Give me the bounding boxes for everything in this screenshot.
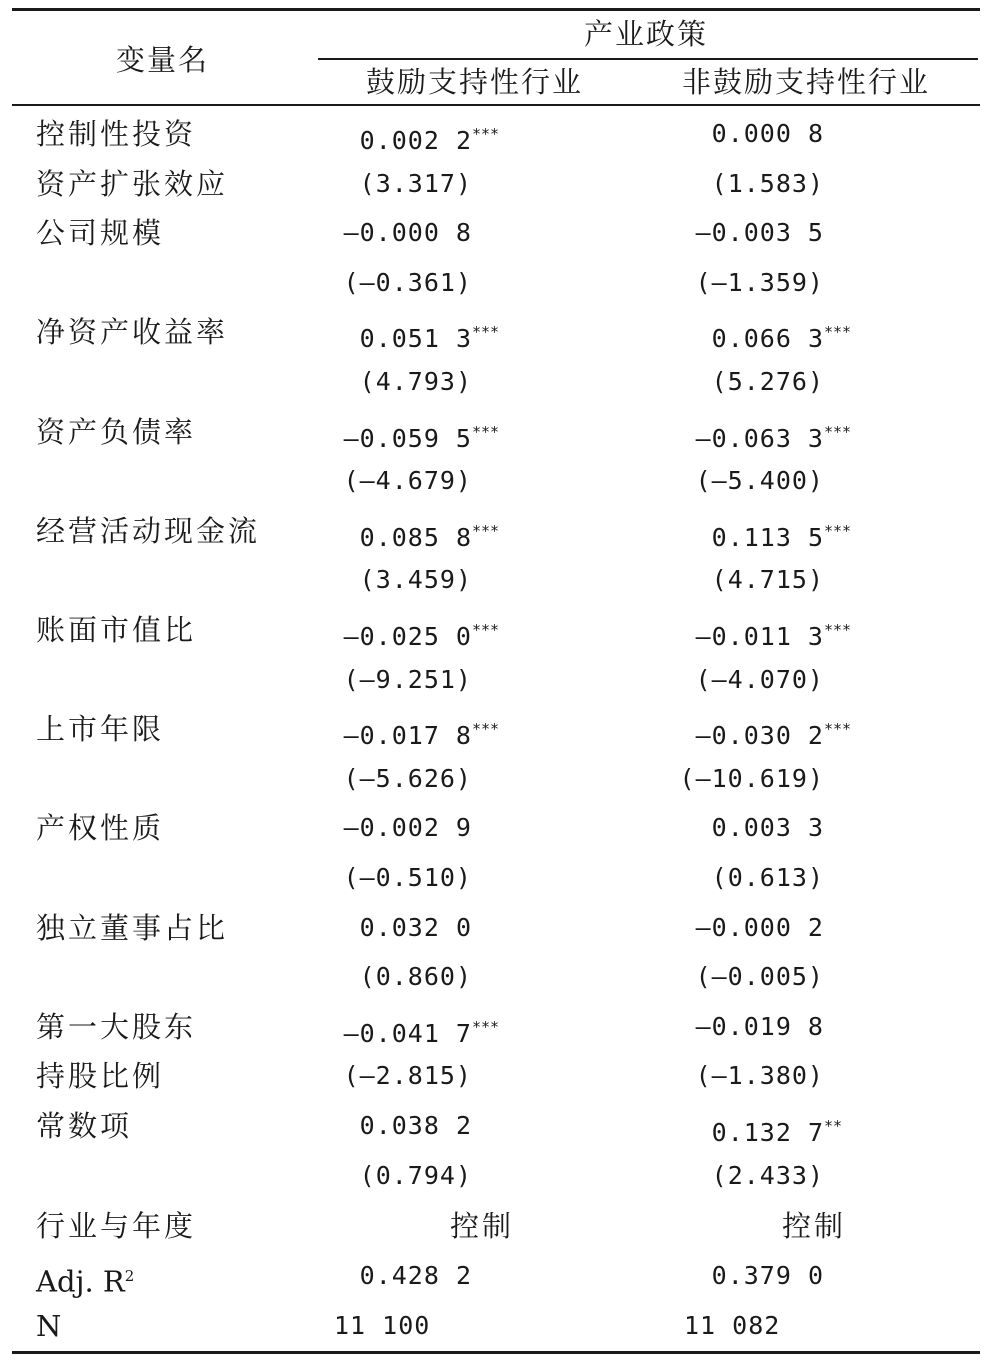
row-label: N (36, 1309, 65, 1343)
cell-non-encouraged (712, 362, 860, 402)
row-label: 上市年限 (36, 712, 165, 747)
value: —0.000 2 (695, 912, 824, 942)
value: —0.000 8 (343, 218, 472, 248)
table-row-adj-r2 (0, 1256, 992, 1299)
value: —0.017 8 (343, 721, 472, 751)
value: —0.011 3 (695, 622, 824, 651)
header-non-encouraged-industry: 非鼓励支持性行业 (682, 65, 931, 99)
value: (—0.361) (343, 267, 472, 297)
cell-encouraged (344, 1056, 508, 1096)
value: 0.032 0 (359, 912, 472, 942)
significance-stars: *** (824, 521, 852, 540)
cell-encouraged: 11 100 (334, 1311, 431, 1340)
value: 0.113 5 (711, 522, 824, 552)
significance-stars: *** (824, 720, 852, 739)
value: (4.715) (711, 565, 824, 595)
value: 0.003 3 (711, 813, 824, 843)
adj-r-label: Adj. R (36, 1264, 125, 1299)
cell-non-encouraged (696, 412, 860, 459)
significance-stars: *** (472, 621, 500, 639)
header-encouraged-industry: 鼓励支持性行业 (366, 65, 584, 99)
value: —0.059 5 (343, 423, 472, 453)
table-row (0, 660, 992, 700)
cell-non-encouraged (696, 908, 860, 948)
cell-encouraged (360, 164, 508, 204)
cell-non-encouraged (696, 263, 860, 303)
value: (2.433) (711, 1160, 824, 1190)
table-row (0, 858, 992, 898)
row-label: 经营活动现金流 (36, 513, 261, 548)
cell-encouraged (344, 213, 508, 253)
value: 0.085 8 (359, 522, 472, 552)
cell-non-encouraged (712, 1256, 860, 1296)
table-row (0, 362, 992, 402)
row-label: 控制性投资 (36, 117, 197, 151)
significance-stars: *** (472, 1017, 500, 1036)
row-label: 常数项 (36, 1109, 133, 1143)
row-label: 净资产收益率 (36, 315, 229, 350)
group-header-rule (318, 58, 978, 60)
value: (—1.359) (695, 267, 824, 297)
table-row (0, 412, 992, 452)
table-row (0, 114, 992, 154)
cell-non-encouraged (680, 759, 860, 799)
cell-encouraged (360, 560, 508, 600)
cell-non-encouraged (696, 957, 860, 997)
cell-encouraged (360, 1256, 508, 1296)
row-label: 产权性质 (36, 811, 165, 846)
value: (—2.815) (343, 1061, 472, 1091)
significance-stars: *** (824, 323, 852, 342)
significance-stars: *** (472, 521, 500, 540)
cell-non-encouraged (696, 461, 860, 501)
cell-encouraged (344, 858, 508, 898)
cell-encouraged (344, 263, 508, 303)
cell-non-encouraged (712, 808, 860, 848)
value: —0.003 5 (695, 218, 824, 248)
cell-non-encouraged (712, 164, 860, 204)
cell-non-encouraged (712, 511, 860, 558)
row-label: 持股比例 (36, 1059, 165, 1094)
value: (3.317) (359, 168, 472, 198)
header-bottom-rule (12, 104, 980, 106)
significance-stars: ** (824, 1117, 843, 1135)
cell-encouraged (360, 362, 508, 402)
table-row (0, 511, 992, 551)
cell-non-encouraged (696, 1056, 860, 1096)
cell-encouraged (344, 808, 508, 848)
cell-encouraged (360, 312, 508, 359)
table-row (0, 1156, 992, 1196)
table-row (0, 1106, 992, 1146)
significance-stars: *** (824, 422, 852, 441)
cell-encouraged (344, 1007, 508, 1054)
value: (—5.626) (343, 763, 472, 793)
table-row (0, 263, 992, 303)
table-top-rule (12, 8, 980, 11)
significance-stars: *** (472, 422, 500, 441)
value: (0.794) (359, 1160, 472, 1190)
table-row (0, 560, 992, 600)
cell-encouraged (344, 759, 508, 799)
value: —0.002 9 (343, 813, 472, 843)
cell-encouraged (360, 957, 508, 997)
value: 0.002 2 (359, 126, 472, 155)
cell-non-encouraged (696, 213, 860, 253)
table-row (0, 957, 992, 997)
header-variable-name: 变量名 (116, 43, 210, 77)
table-row (0, 908, 992, 948)
table-row (0, 709, 992, 749)
table-row (0, 1007, 992, 1047)
cell-non-encouraged (696, 1007, 860, 1047)
value: 0.000 8 (711, 119, 824, 148)
value: —0.063 3 (695, 423, 824, 453)
row-label: 账面市值比 (36, 613, 197, 647)
value: (—4.070) (695, 664, 824, 694)
value: (—4.679) (343, 466, 472, 496)
value: 0.038 2 (359, 1111, 472, 1140)
table-row (0, 1056, 992, 1096)
table-row (0, 312, 992, 352)
cell-non-encouraged (696, 660, 860, 700)
value: (1.583) (711, 168, 824, 198)
cell-encouraged (344, 660, 508, 700)
cell-non-encouraged (712, 1156, 860, 1196)
value: (—1.380) (695, 1061, 824, 1091)
cell-encouraged (360, 1106, 508, 1146)
row-label: 独立董事占比 (36, 910, 229, 945)
row-label (36, 1256, 134, 1302)
cell-encouraged (360, 511, 508, 558)
cell-encouraged (360, 114, 508, 161)
value: —0.030 2 (695, 721, 824, 751)
header-industry-policy: 产业政策 (584, 17, 709, 51)
cell-non-encouraged (712, 1106, 860, 1153)
cell-encouraged (344, 461, 508, 501)
significance-stars: *** (472, 125, 500, 143)
value: (3.459) (359, 565, 472, 595)
significance-stars: *** (472, 323, 500, 342)
value: (—0.005) (695, 962, 824, 992)
cell-encouraged (360, 1156, 508, 1196)
value: (—5.400) (695, 466, 824, 496)
cell-encouraged (344, 709, 508, 756)
value: (0.860) (359, 962, 472, 992)
row-label: 第一大股东 (36, 1009, 197, 1044)
value: 0.066 3 (711, 324, 824, 354)
value: —0.019 8 (695, 1011, 824, 1041)
cell-encouraged (344, 610, 508, 657)
cell-non-encouraged (696, 610, 860, 657)
table-row-industry-year (0, 1206, 992, 1246)
value: —0.025 0 (343, 622, 472, 651)
value: (—10.619) (679, 763, 824, 793)
value: (4.793) (359, 367, 472, 396)
table-row (0, 164, 992, 204)
significance-stars: *** (472, 720, 500, 739)
value: 0.132 7 (711, 1118, 824, 1147)
value: 0.428 2 (359, 1261, 472, 1290)
cell-encouraged: 控制 (450, 1209, 515, 1243)
table-bottom-rule (12, 1351, 980, 1354)
cell-non-encouraged (712, 312, 860, 359)
r-squared-superscript: 2 (124, 1267, 135, 1285)
table-row (0, 213, 992, 253)
table-row-n (0, 1306, 992, 1346)
cell-non-encouraged (712, 560, 860, 600)
value: (—9.251) (343, 664, 472, 694)
value: —0.041 7 (343, 1018, 472, 1048)
row-label: 资产负债率 (36, 414, 197, 449)
cell-non-encouraged: 控制 (782, 1209, 847, 1243)
row-label: 资产扩张效应 (36, 166, 229, 201)
value: 0.379 0 (711, 1261, 824, 1290)
cell-non-encouraged: 11 082 (684, 1311, 781, 1340)
cell-encouraged (344, 412, 508, 459)
cell-non-encouraged (712, 114, 860, 154)
value: (0.613) (711, 863, 824, 892)
row-label: 公司规模 (36, 216, 165, 251)
value: (5.276) (711, 367, 824, 396)
significance-stars: *** (824, 621, 852, 639)
value: (—0.510) (343, 863, 472, 892)
table-row (0, 808, 992, 848)
table-row (0, 759, 992, 799)
value: 0.051 3 (359, 324, 472, 354)
cell-encouraged (360, 908, 508, 948)
row-label: 行业与年度 (36, 1209, 197, 1243)
table-row (0, 461, 992, 501)
table-row (0, 610, 992, 650)
cell-non-encouraged (712, 858, 860, 898)
cell-non-encouraged (696, 709, 860, 756)
